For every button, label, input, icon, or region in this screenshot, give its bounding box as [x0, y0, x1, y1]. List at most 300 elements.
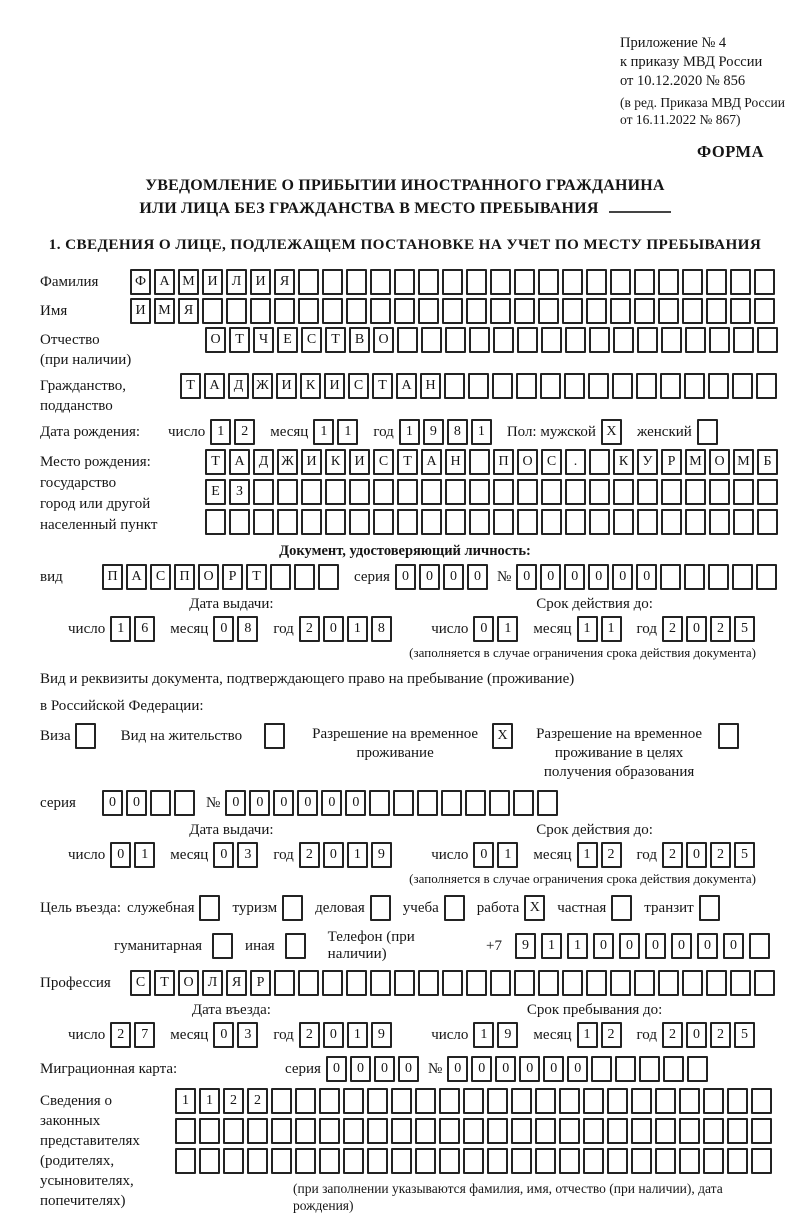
char-cell[interactable]: С: [130, 970, 151, 996]
char-cell[interactable]: Я: [226, 970, 247, 996]
char-cell[interactable]: [466, 269, 487, 295]
char-cell[interactable]: [175, 1118, 196, 1144]
char-cell[interactable]: 0: [297, 790, 318, 816]
char-cell[interactable]: [658, 970, 679, 996]
char-cell[interactable]: 1: [567, 933, 588, 959]
char-cell[interactable]: [415, 1118, 436, 1144]
char-cell[interactable]: [199, 1148, 220, 1174]
char-cell[interactable]: О: [517, 449, 538, 475]
char-cell[interactable]: [223, 1148, 244, 1174]
char-cell[interactable]: [298, 269, 319, 295]
char-cell[interactable]: Е: [205, 479, 226, 505]
char-cell[interactable]: 0: [540, 564, 561, 590]
char-cell[interactable]: [517, 509, 538, 535]
purpose-tourism-checkbox[interactable]: [282, 895, 303, 921]
char-cell[interactable]: [439, 1148, 460, 1174]
purpose-business-checkbox[interactable]: [370, 895, 391, 921]
char-cell[interactable]: С: [150, 564, 171, 590]
char-cell[interactable]: [294, 564, 315, 590]
char-cell[interactable]: [469, 479, 490, 505]
char-cell[interactable]: [559, 1148, 580, 1174]
char-cell[interactable]: К: [613, 449, 634, 475]
char-cell[interactable]: 0: [419, 564, 440, 590]
char-cell[interactable]: [373, 479, 394, 505]
char-cell[interactable]: [586, 269, 607, 295]
char-cell[interactable]: 1: [199, 1088, 220, 1114]
char-cell[interactable]: [733, 509, 754, 535]
char-cell[interactable]: [442, 298, 463, 324]
char-cell[interactable]: [199, 1118, 220, 1144]
char-cell[interactable]: 0: [323, 616, 344, 642]
char-cell[interactable]: [637, 327, 658, 353]
char-cell[interactable]: 0: [213, 1022, 234, 1048]
char-cell[interactable]: [490, 269, 511, 295]
char-cell[interactable]: [634, 269, 655, 295]
char-cell[interactable]: [661, 479, 682, 505]
sex-female-checkbox[interactable]: [697, 419, 718, 445]
char-cell[interactable]: [271, 1088, 292, 1114]
char-cell[interactable]: Т: [397, 449, 418, 475]
char-cell[interactable]: 0: [516, 564, 537, 590]
char-cell[interactable]: К: [300, 373, 321, 399]
char-cell[interactable]: 0: [467, 564, 488, 590]
char-cell[interactable]: [749, 933, 770, 959]
char-cell[interactable]: [612, 373, 633, 399]
char-cell[interactable]: [655, 1148, 676, 1174]
char-cell[interactable]: [727, 1118, 748, 1144]
char-cell[interactable]: [253, 509, 274, 535]
char-cell[interactable]: А: [154, 269, 175, 295]
char-cell[interactable]: [489, 790, 510, 816]
char-cell[interactable]: [709, 509, 730, 535]
char-cell[interactable]: [661, 327, 682, 353]
char-cell[interactable]: А: [421, 449, 442, 475]
char-cell[interactable]: [682, 298, 703, 324]
char-cell[interactable]: [634, 970, 655, 996]
char-cell[interactable]: [565, 479, 586, 505]
char-cell[interactable]: [586, 298, 607, 324]
char-cell[interactable]: З: [229, 479, 250, 505]
char-cell[interactable]: [367, 1088, 388, 1114]
char-cell[interactable]: [418, 298, 439, 324]
char-cell[interactable]: 0: [612, 564, 633, 590]
char-cell[interactable]: [373, 509, 394, 535]
char-cell[interactable]: [421, 327, 442, 353]
char-cell[interactable]: 0: [686, 1022, 707, 1048]
char-cell[interactable]: [516, 373, 537, 399]
char-cell[interactable]: [730, 269, 751, 295]
char-cell[interactable]: Т: [372, 373, 393, 399]
char-cell[interactable]: П: [493, 449, 514, 475]
char-cell[interactable]: [322, 970, 343, 996]
char-cell[interactable]: [727, 1088, 748, 1114]
char-cell[interactable]: [270, 564, 291, 590]
char-cell[interactable]: [391, 1148, 412, 1174]
char-cell[interactable]: 2: [110, 1022, 131, 1048]
char-cell[interactable]: [346, 269, 367, 295]
char-cell[interactable]: [538, 298, 559, 324]
char-cell[interactable]: 0: [374, 1056, 395, 1082]
char-cell[interactable]: [684, 373, 705, 399]
char-cell[interactable]: [441, 790, 462, 816]
char-cell[interactable]: 2: [710, 616, 731, 642]
char-cell[interactable]: [469, 327, 490, 353]
char-cell[interactable]: Т: [154, 970, 175, 996]
char-cell[interactable]: [733, 479, 754, 505]
char-cell[interactable]: [442, 269, 463, 295]
char-cell[interactable]: 1: [110, 616, 131, 642]
char-cell[interactable]: [391, 1118, 412, 1144]
char-cell[interactable]: [565, 509, 586, 535]
char-cell[interactable]: 0: [395, 564, 416, 590]
char-cell[interactable]: [730, 970, 751, 996]
char-cell[interactable]: [439, 1088, 460, 1114]
char-cell[interactable]: 2: [710, 1022, 731, 1048]
char-cell[interactable]: [607, 1118, 628, 1144]
char-cell[interactable]: [463, 1088, 484, 1114]
char-cell[interactable]: 0: [686, 842, 707, 868]
char-cell[interactable]: [487, 1118, 508, 1144]
char-cell[interactable]: Т: [246, 564, 267, 590]
char-cell[interactable]: [703, 1148, 724, 1174]
char-cell[interactable]: 2: [662, 616, 683, 642]
purpose-study-checkbox[interactable]: [444, 895, 465, 921]
char-cell[interactable]: Л: [202, 970, 223, 996]
char-cell[interactable]: 0: [273, 790, 294, 816]
char-cell[interactable]: [517, 327, 538, 353]
char-cell[interactable]: [706, 298, 727, 324]
char-cell[interactable]: 1: [313, 419, 334, 445]
temp-residence-checkbox[interactable]: X: [492, 723, 513, 749]
char-cell[interactable]: [537, 790, 558, 816]
char-cell[interactable]: 0: [249, 790, 270, 816]
char-cell[interactable]: Л: [226, 269, 247, 295]
char-cell[interactable]: [421, 509, 442, 535]
purpose-humanitarian-checkbox[interactable]: [212, 933, 233, 959]
char-cell[interactable]: Ж: [277, 449, 298, 475]
char-cell[interactable]: [751, 1148, 772, 1174]
char-cell[interactable]: [325, 479, 346, 505]
char-cell[interactable]: 2: [299, 616, 320, 642]
char-cell[interactable]: [301, 509, 322, 535]
char-cell[interactable]: 1: [347, 616, 368, 642]
char-cell[interactable]: А: [204, 373, 225, 399]
char-cell[interactable]: [708, 564, 729, 590]
char-cell[interactable]: [343, 1148, 364, 1174]
char-cell[interactable]: [274, 298, 295, 324]
char-cell[interactable]: [490, 298, 511, 324]
char-cell[interactable]: [540, 373, 561, 399]
char-cell[interactable]: [150, 790, 171, 816]
char-cell[interactable]: [469, 509, 490, 535]
char-cell[interactable]: [466, 970, 487, 996]
char-cell[interactable]: [685, 327, 706, 353]
char-cell[interactable]: [445, 509, 466, 535]
char-cell[interactable]: Т: [180, 373, 201, 399]
char-cell[interactable]: [535, 1088, 556, 1114]
char-cell[interactable]: [465, 790, 486, 816]
char-cell[interactable]: 0: [398, 1056, 419, 1082]
char-cell[interactable]: [589, 449, 610, 475]
temp-residence-edu-checkbox[interactable]: [718, 723, 739, 749]
char-cell[interactable]: [349, 479, 370, 505]
char-cell[interactable]: [679, 1088, 700, 1114]
char-cell[interactable]: [708, 373, 729, 399]
purpose-other-checkbox[interactable]: [285, 933, 306, 959]
char-cell[interactable]: [322, 298, 343, 324]
char-cell[interactable]: 0: [645, 933, 666, 959]
char-cell[interactable]: 0: [345, 790, 366, 816]
char-cell[interactable]: 0: [225, 790, 246, 816]
char-cell[interactable]: [250, 298, 271, 324]
char-cell[interactable]: [439, 1118, 460, 1144]
char-cell[interactable]: [271, 1118, 292, 1144]
char-cell[interactable]: [415, 1088, 436, 1114]
char-cell[interactable]: [703, 1088, 724, 1114]
char-cell[interactable]: [562, 269, 583, 295]
char-cell[interactable]: [754, 269, 775, 295]
char-cell[interactable]: [277, 509, 298, 535]
char-cell[interactable]: Д: [228, 373, 249, 399]
char-cell[interactable]: [319, 1148, 340, 1174]
purpose-work-checkbox[interactable]: X: [524, 895, 545, 921]
char-cell[interactable]: [487, 1148, 508, 1174]
char-cell[interactable]: [274, 970, 295, 996]
char-cell[interactable]: 1: [210, 419, 231, 445]
char-cell[interactable]: А: [229, 449, 250, 475]
char-cell[interactable]: 2: [662, 1022, 683, 1048]
char-cell[interactable]: 9: [515, 933, 536, 959]
char-cell[interactable]: [421, 479, 442, 505]
char-cell[interactable]: .: [565, 449, 586, 475]
char-cell[interactable]: [174, 790, 195, 816]
char-cell[interactable]: [538, 269, 559, 295]
char-cell[interactable]: [247, 1148, 268, 1174]
char-cell[interactable]: [610, 269, 631, 295]
char-cell[interactable]: [541, 509, 562, 535]
char-cell[interactable]: А: [396, 373, 417, 399]
char-cell[interactable]: [349, 509, 370, 535]
char-cell[interactable]: [757, 327, 778, 353]
char-cell[interactable]: [639, 1056, 660, 1082]
char-cell[interactable]: [682, 970, 703, 996]
char-cell[interactable]: 0: [495, 1056, 516, 1082]
char-cell[interactable]: 1: [337, 419, 358, 445]
char-cell[interactable]: [607, 1088, 628, 1114]
char-cell[interactable]: [223, 1118, 244, 1144]
char-cell[interactable]: [517, 479, 538, 505]
char-cell[interactable]: П: [102, 564, 123, 590]
char-cell[interactable]: 7: [134, 1022, 155, 1048]
char-cell[interactable]: О: [373, 327, 394, 353]
char-cell[interactable]: О: [198, 564, 219, 590]
char-cell[interactable]: [709, 327, 730, 353]
char-cell[interactable]: [298, 298, 319, 324]
purpose-transit-checkbox[interactable]: [699, 895, 720, 921]
char-cell[interactable]: С: [348, 373, 369, 399]
char-cell[interactable]: [514, 269, 535, 295]
char-cell[interactable]: [589, 479, 610, 505]
char-cell[interactable]: 1: [577, 1022, 598, 1048]
char-cell[interactable]: 0: [213, 842, 234, 868]
char-cell[interactable]: 0: [323, 842, 344, 868]
char-cell[interactable]: 0: [723, 933, 744, 959]
char-cell[interactable]: 1: [347, 1022, 368, 1048]
char-cell[interactable]: [756, 373, 777, 399]
char-cell[interactable]: С: [301, 327, 322, 353]
char-cell[interactable]: [709, 479, 730, 505]
char-cell[interactable]: Р: [222, 564, 243, 590]
char-cell[interactable]: 5: [734, 842, 755, 868]
char-cell[interactable]: [490, 970, 511, 996]
char-cell[interactable]: [463, 1148, 484, 1174]
char-cell[interactable]: [463, 1118, 484, 1144]
char-cell[interactable]: И: [301, 449, 322, 475]
char-cell[interactable]: 0: [326, 1056, 347, 1082]
char-cell[interactable]: [469, 449, 490, 475]
char-cell[interactable]: Р: [250, 970, 271, 996]
char-cell[interactable]: [301, 479, 322, 505]
char-cell[interactable]: 0: [686, 616, 707, 642]
char-cell[interactable]: [631, 1148, 652, 1174]
char-cell[interactable]: [175, 1148, 196, 1174]
char-cell[interactable]: [751, 1088, 772, 1114]
char-cell[interactable]: 1: [134, 842, 155, 868]
char-cell[interactable]: [610, 298, 631, 324]
char-cell[interactable]: 0: [471, 1056, 492, 1082]
char-cell[interactable]: [343, 1088, 364, 1114]
char-cell[interactable]: 1: [601, 616, 622, 642]
char-cell[interactable]: Ж: [252, 373, 273, 399]
char-cell[interactable]: [757, 479, 778, 505]
char-cell[interactable]: Т: [229, 327, 250, 353]
char-cell[interactable]: 0: [102, 790, 123, 816]
char-cell[interactable]: 0: [110, 842, 131, 868]
char-cell[interactable]: [636, 373, 657, 399]
char-cell[interactable]: 3: [237, 1022, 258, 1048]
char-cell[interactable]: 1: [577, 842, 598, 868]
char-cell[interactable]: Б: [757, 449, 778, 475]
char-cell[interactable]: [493, 509, 514, 535]
char-cell[interactable]: [663, 1056, 684, 1082]
char-cell[interactable]: [511, 1118, 532, 1144]
char-cell[interactable]: 2: [234, 419, 255, 445]
char-cell[interactable]: О: [178, 970, 199, 996]
char-cell[interactable]: [442, 970, 463, 996]
char-cell[interactable]: С: [541, 449, 562, 475]
char-cell[interactable]: Т: [325, 327, 346, 353]
char-cell[interactable]: Я: [178, 298, 199, 324]
char-cell[interactable]: 1: [471, 419, 492, 445]
char-cell[interactable]: В: [349, 327, 370, 353]
char-cell[interactable]: [397, 509, 418, 535]
char-cell[interactable]: [756, 564, 777, 590]
char-cell[interactable]: [658, 269, 679, 295]
char-cell[interactable]: [589, 327, 610, 353]
char-cell[interactable]: [346, 298, 367, 324]
char-cell[interactable]: 0: [473, 616, 494, 642]
char-cell[interactable]: Н: [420, 373, 441, 399]
char-cell[interactable]: К: [325, 449, 346, 475]
char-cell[interactable]: [444, 373, 465, 399]
purpose-official-checkbox[interactable]: [199, 895, 220, 921]
char-cell[interactable]: [295, 1118, 316, 1144]
char-cell[interactable]: [511, 1088, 532, 1114]
char-cell[interactable]: [685, 509, 706, 535]
char-cell[interactable]: Н: [445, 449, 466, 475]
char-cell[interactable]: 9: [423, 419, 444, 445]
char-cell[interactable]: Ч: [253, 327, 274, 353]
char-cell[interactable]: 2: [601, 1022, 622, 1048]
char-cell[interactable]: [492, 373, 513, 399]
char-cell[interactable]: [634, 298, 655, 324]
char-cell[interactable]: [514, 298, 535, 324]
char-cell[interactable]: 8: [371, 616, 392, 642]
char-cell[interactable]: Е: [277, 327, 298, 353]
char-cell[interactable]: [277, 479, 298, 505]
char-cell[interactable]: [493, 479, 514, 505]
char-cell[interactable]: 5: [734, 616, 755, 642]
char-cell[interactable]: [591, 1056, 612, 1082]
char-cell[interactable]: [298, 970, 319, 996]
char-cell[interactable]: Т: [205, 449, 226, 475]
char-cell[interactable]: И: [130, 298, 151, 324]
char-cell[interactable]: [541, 327, 562, 353]
char-cell[interactable]: [559, 1088, 580, 1114]
char-cell[interactable]: 9: [371, 1022, 392, 1048]
char-cell[interactable]: [613, 479, 634, 505]
char-cell[interactable]: [295, 1088, 316, 1114]
char-cell[interactable]: [660, 564, 681, 590]
char-cell[interactable]: 0: [564, 564, 585, 590]
char-cell[interactable]: 0: [350, 1056, 371, 1082]
char-cell[interactable]: [205, 509, 226, 535]
char-cell[interactable]: 0: [519, 1056, 540, 1082]
char-cell[interactable]: [445, 327, 466, 353]
char-cell[interactable]: М: [154, 298, 175, 324]
char-cell[interactable]: Я: [274, 269, 295, 295]
char-cell[interactable]: 1: [497, 842, 518, 868]
char-cell[interactable]: [660, 373, 681, 399]
char-cell[interactable]: 2: [247, 1088, 268, 1114]
char-cell[interactable]: [514, 970, 535, 996]
visa-checkbox[interactable]: [75, 723, 96, 749]
char-cell[interactable]: [687, 1056, 708, 1082]
char-cell[interactable]: [346, 970, 367, 996]
char-cell[interactable]: [583, 1148, 604, 1174]
char-cell[interactable]: 0: [636, 564, 657, 590]
char-cell[interactable]: [655, 1088, 676, 1114]
char-cell[interactable]: 1: [497, 616, 518, 642]
char-cell[interactable]: 1: [577, 616, 598, 642]
char-cell[interactable]: 0: [593, 933, 614, 959]
char-cell[interactable]: [466, 298, 487, 324]
char-cell[interactable]: [586, 970, 607, 996]
char-cell[interactable]: [588, 373, 609, 399]
char-cell[interactable]: [679, 1148, 700, 1174]
char-cell[interactable]: [397, 327, 418, 353]
char-cell[interactable]: [319, 1118, 340, 1144]
char-cell[interactable]: [318, 564, 339, 590]
char-cell[interactable]: [706, 269, 727, 295]
char-cell[interactable]: 2: [710, 842, 731, 868]
char-cell[interactable]: [615, 1056, 636, 1082]
char-cell[interactable]: 1: [399, 419, 420, 445]
char-cell[interactable]: 0: [323, 1022, 344, 1048]
char-cell[interactable]: [343, 1118, 364, 1144]
char-cell[interactable]: [564, 373, 585, 399]
char-cell[interactable]: 5: [734, 1022, 755, 1048]
